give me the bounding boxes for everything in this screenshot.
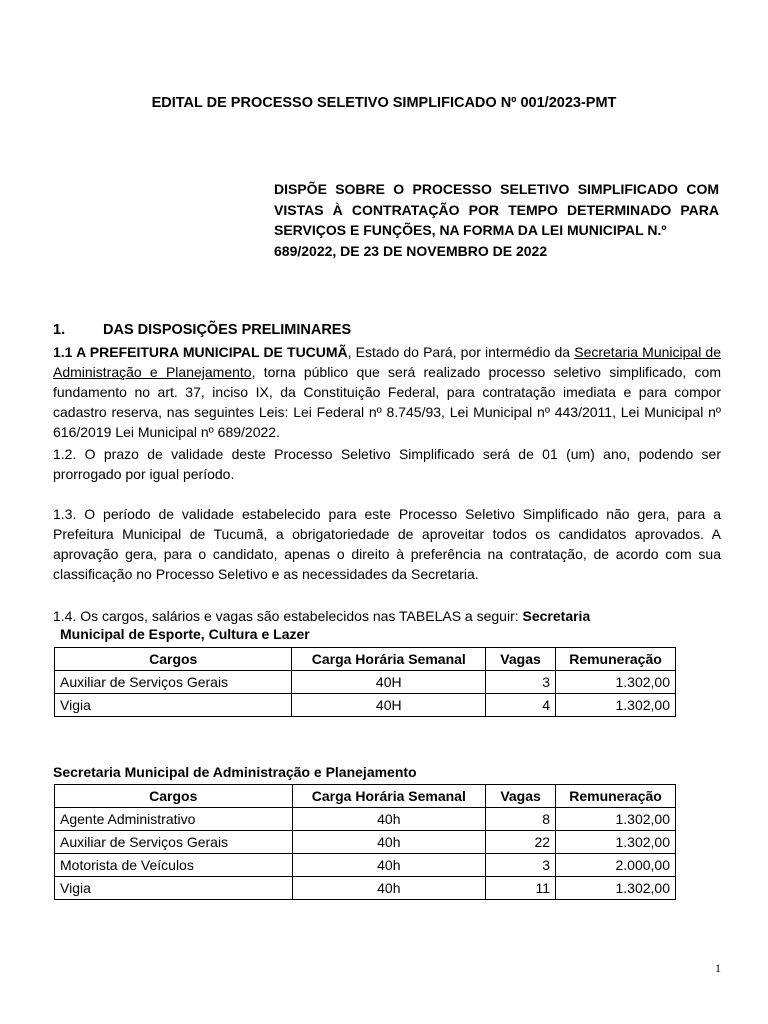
table-row: Auxiliar de Serviços Gerais 40H 3 1.302,00 xyxy=(55,671,676,694)
col-header-cargos: Cargos xyxy=(55,785,293,808)
col-header-remuneracao: Remuneração xyxy=(556,785,676,808)
section-heading xyxy=(53,322,351,338)
table-row: Vigia 40H 4 1.302,00 xyxy=(55,694,676,717)
secretaria-link: Secretaria Municipal de Administração e Planejamento xyxy=(53,344,721,380)
section-title: DAS DISPOSIÇÕES PRELIMINARES xyxy=(103,322,352,338)
ementa-text: DISPÕE SOBRE O PROCESSO SELETIVO SIMPLIFICADO COM VISTAS À CONTRATAÇÃO POR TEMPO DETERMINADO PARA SERVIÇOS E FUNÇÕES, NA FORMA DA LEI MUNICIPAL N.º xyxy=(274,181,719,238)
ementa xyxy=(274,179,719,261)
col-header-carga: Carga Horária Semanal xyxy=(292,785,486,808)
table-row: Agente Administrativo 40h 8 1.302,00 xyxy=(55,808,676,831)
table-1-caption: Municipal de Esporte, Cultura e Lazer xyxy=(60,626,310,642)
paragraph-1-1: 1.1 A PREFEITURA MUNICIPAL DE TUCUMÃ, Estado do Pará, por intermédio da Secretaria Municipal de Administração e Planejamento, torna público que será realizado processo seletivo simplificado, com fundamento no art. 37, inciso IX, da Constituição Federal, para contratação imediata e para compor cadastro reserva, nas seguintes Leis: Lei Federal nº 8.745/93, Lei Municipal nº 443/2011, Lei Municipal nº 616/2019 Lei Municipal nº 689/2022. xyxy=(53,344,721,440)
paragraph-1-2: 1.2. O prazo de validade deste Processo Seletivo Simplificado será de 01 (um) ano, podendo ser prorrogado por igual período. xyxy=(53,446,721,482)
col-header-carga: Carga Horária Semanal xyxy=(292,648,486,671)
col-header-vagas: Vagas xyxy=(486,785,556,808)
page-number: 1 xyxy=(715,961,721,975)
col-header-vagas: Vagas xyxy=(486,648,556,671)
table-header-row xyxy=(55,648,676,671)
table-row: Motorista de Veículos 40h 3 2.000,00 xyxy=(55,854,676,877)
document-title: EDITAL DE PROCESSO SELETIVO SIMPLIFICADO Nº 001/2023-PMT xyxy=(151,95,617,111)
table-row: Vigia 40h 11 1.302,00 xyxy=(55,877,676,900)
table-1 xyxy=(54,647,676,717)
ementa-last-line: 689/2022, DE 23 DE NOVEMBRO DE 2022 xyxy=(274,242,548,259)
table-row: Auxiliar de Serviços Gerais 40h 22 1.302,00 xyxy=(55,831,676,854)
table-header-row xyxy=(55,785,676,808)
paragraph-1-3: 1.3. O período de validade estabelecido para este Processo Seletivo Simplificado não gera, para a Prefeitura Municipal de Tucumã, a obrigatoriedade de aproveitar todos os candidatos aprovados. A aprovação gera, para o candidato, apenas o direito à preferência na contratação, de acordo com sua classificação no Processo Seletivo e as necessidades da Secretaria. xyxy=(53,506,721,582)
col-header-cargos: Cargos xyxy=(55,648,292,671)
section-number: 1. xyxy=(53,322,66,338)
paragraph-1-4: 1.4. Os cargos, salários e vagas são estabelecidos nas TABELAS a seguir: Secretaria xyxy=(53,608,591,624)
table-2-caption: Secretaria Municipal de Administração e Planejamento xyxy=(53,764,417,780)
col-header-remuneracao: Remuneração xyxy=(556,648,676,671)
table-2 xyxy=(54,784,676,900)
